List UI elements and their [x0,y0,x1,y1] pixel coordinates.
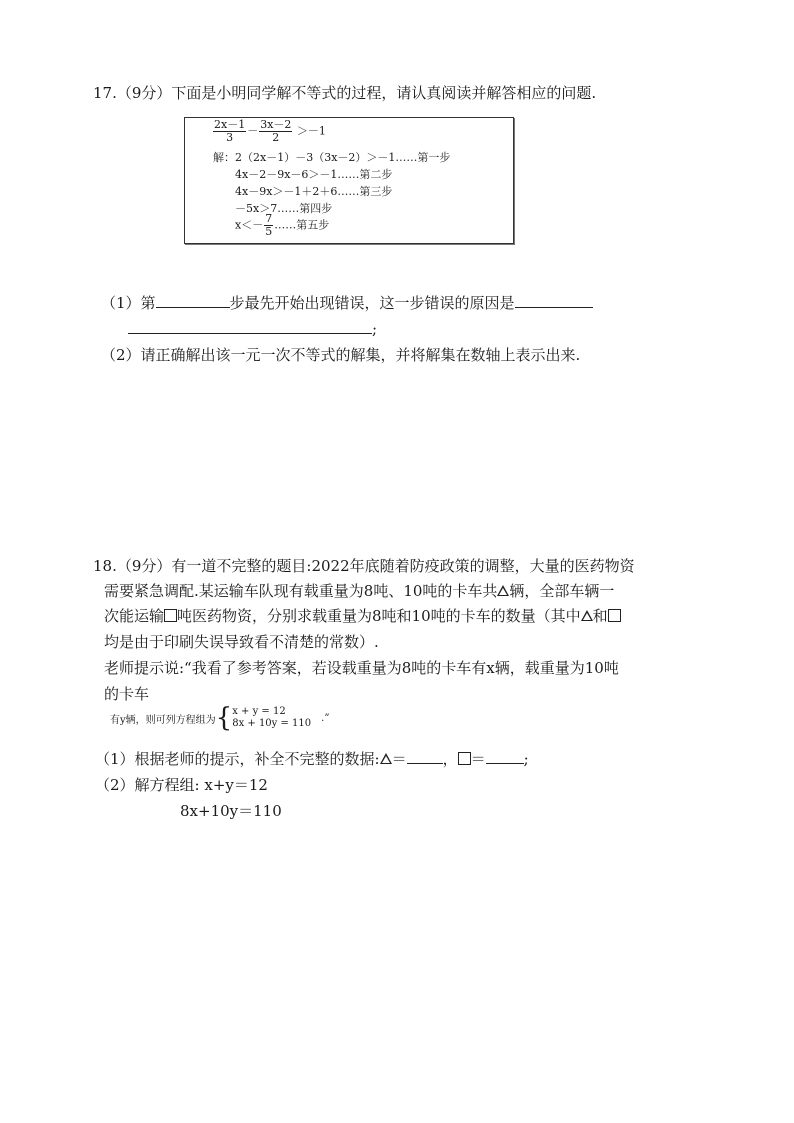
fraction-1: $\frac{2x-1}{3}$ [214,118,246,144]
answer-blank-reason-cont[interactable] [128,318,372,334]
box-step-5: x＜－ $\frac{7}{5}$ ……第五步 [235,212,330,238]
answer-blank-square[interactable] [486,748,524,764]
triangle-icon [497,585,509,596]
square-icon [458,752,471,765]
equation-system: x + y = 12 8x + 10y = 110 [232,706,312,729]
brace-symbol: { [215,703,233,733]
square-icon [164,609,177,622]
q18-part2: （2）解方程组: x+y＝12 [95,776,268,794]
q18-part2-eq2: 8x+10y＝110 [180,802,282,820]
triangle-icon [581,610,593,621]
answer-blank-reason[interactable] [515,292,593,308]
fraction-2: $\frac{3x-2}{2}$ [260,118,292,144]
q18-line-3: 次能运输 吨医药物资，分别求载重量为8吨和10吨的卡车的数量（其中 和 [104,605,621,626]
teacher-hint-system: 有y辆，则可列方程组为 { x + y = 12 8x + 10y = 110 .” [110,703,330,733]
q17-heading: 17.（9分）下面是小明同学解不等式的过程，请认真阅读并解答相应的问题. [93,84,597,102]
answer-blank-step[interactable] [156,292,230,308]
q18-line-6: 的卡车 [104,685,150,703]
triangle-icon [380,753,392,764]
box-step-1: 解：2（2x－1）－3（3x－2）＞－1……第一步 [213,151,451,164]
answer-blank-triangle[interactable] [407,748,443,764]
q18-line-1: 18.（9分）有一道不完整的题目:2022年底随着防疫政策的调整，大量的医药物资 [93,557,635,575]
box-step-4: －5x＞7……第四步 [235,202,333,215]
q17-part1: （1）第 步最先开始出现错误，这一步错误的原因是 [101,292,593,313]
q18-line-5: 老师提示说:“我看了参考答案，若设载重量为8吨的卡车有x辆，载重量为10吨 [104,659,619,677]
q18-line-2: 需要紧急调配.某运输车队现有载重量为8吨、10吨的卡车共 辆，全部车辆一 [104,582,615,600]
q18-line-4: 均是由于印刷失误导致看不清楚的常数）. [104,633,379,651]
square-icon [608,609,621,622]
q17-part1-line2: ; [128,318,377,338]
box-step-3: 4x－9x＞－1＋2＋6……第三步 [235,185,393,198]
box-inequality: $\frac{2x-1}{3}$ － $\frac{3x-2}{2}$ ＞－1 [214,118,326,144]
fraction-3: $\frac{7}{5}$ [265,212,273,238]
q17-part2: （2）请正确解出该一元一次不等式的解集，并将解集在数轴上表示出来. [101,346,581,364]
q18-part1: （1）根据老师的提示，补全不完整的数据: ＝ ， ＝ ; [95,750,529,768]
box-step-2: 4x－2－9x－6＞－1……第二步 [235,168,393,181]
